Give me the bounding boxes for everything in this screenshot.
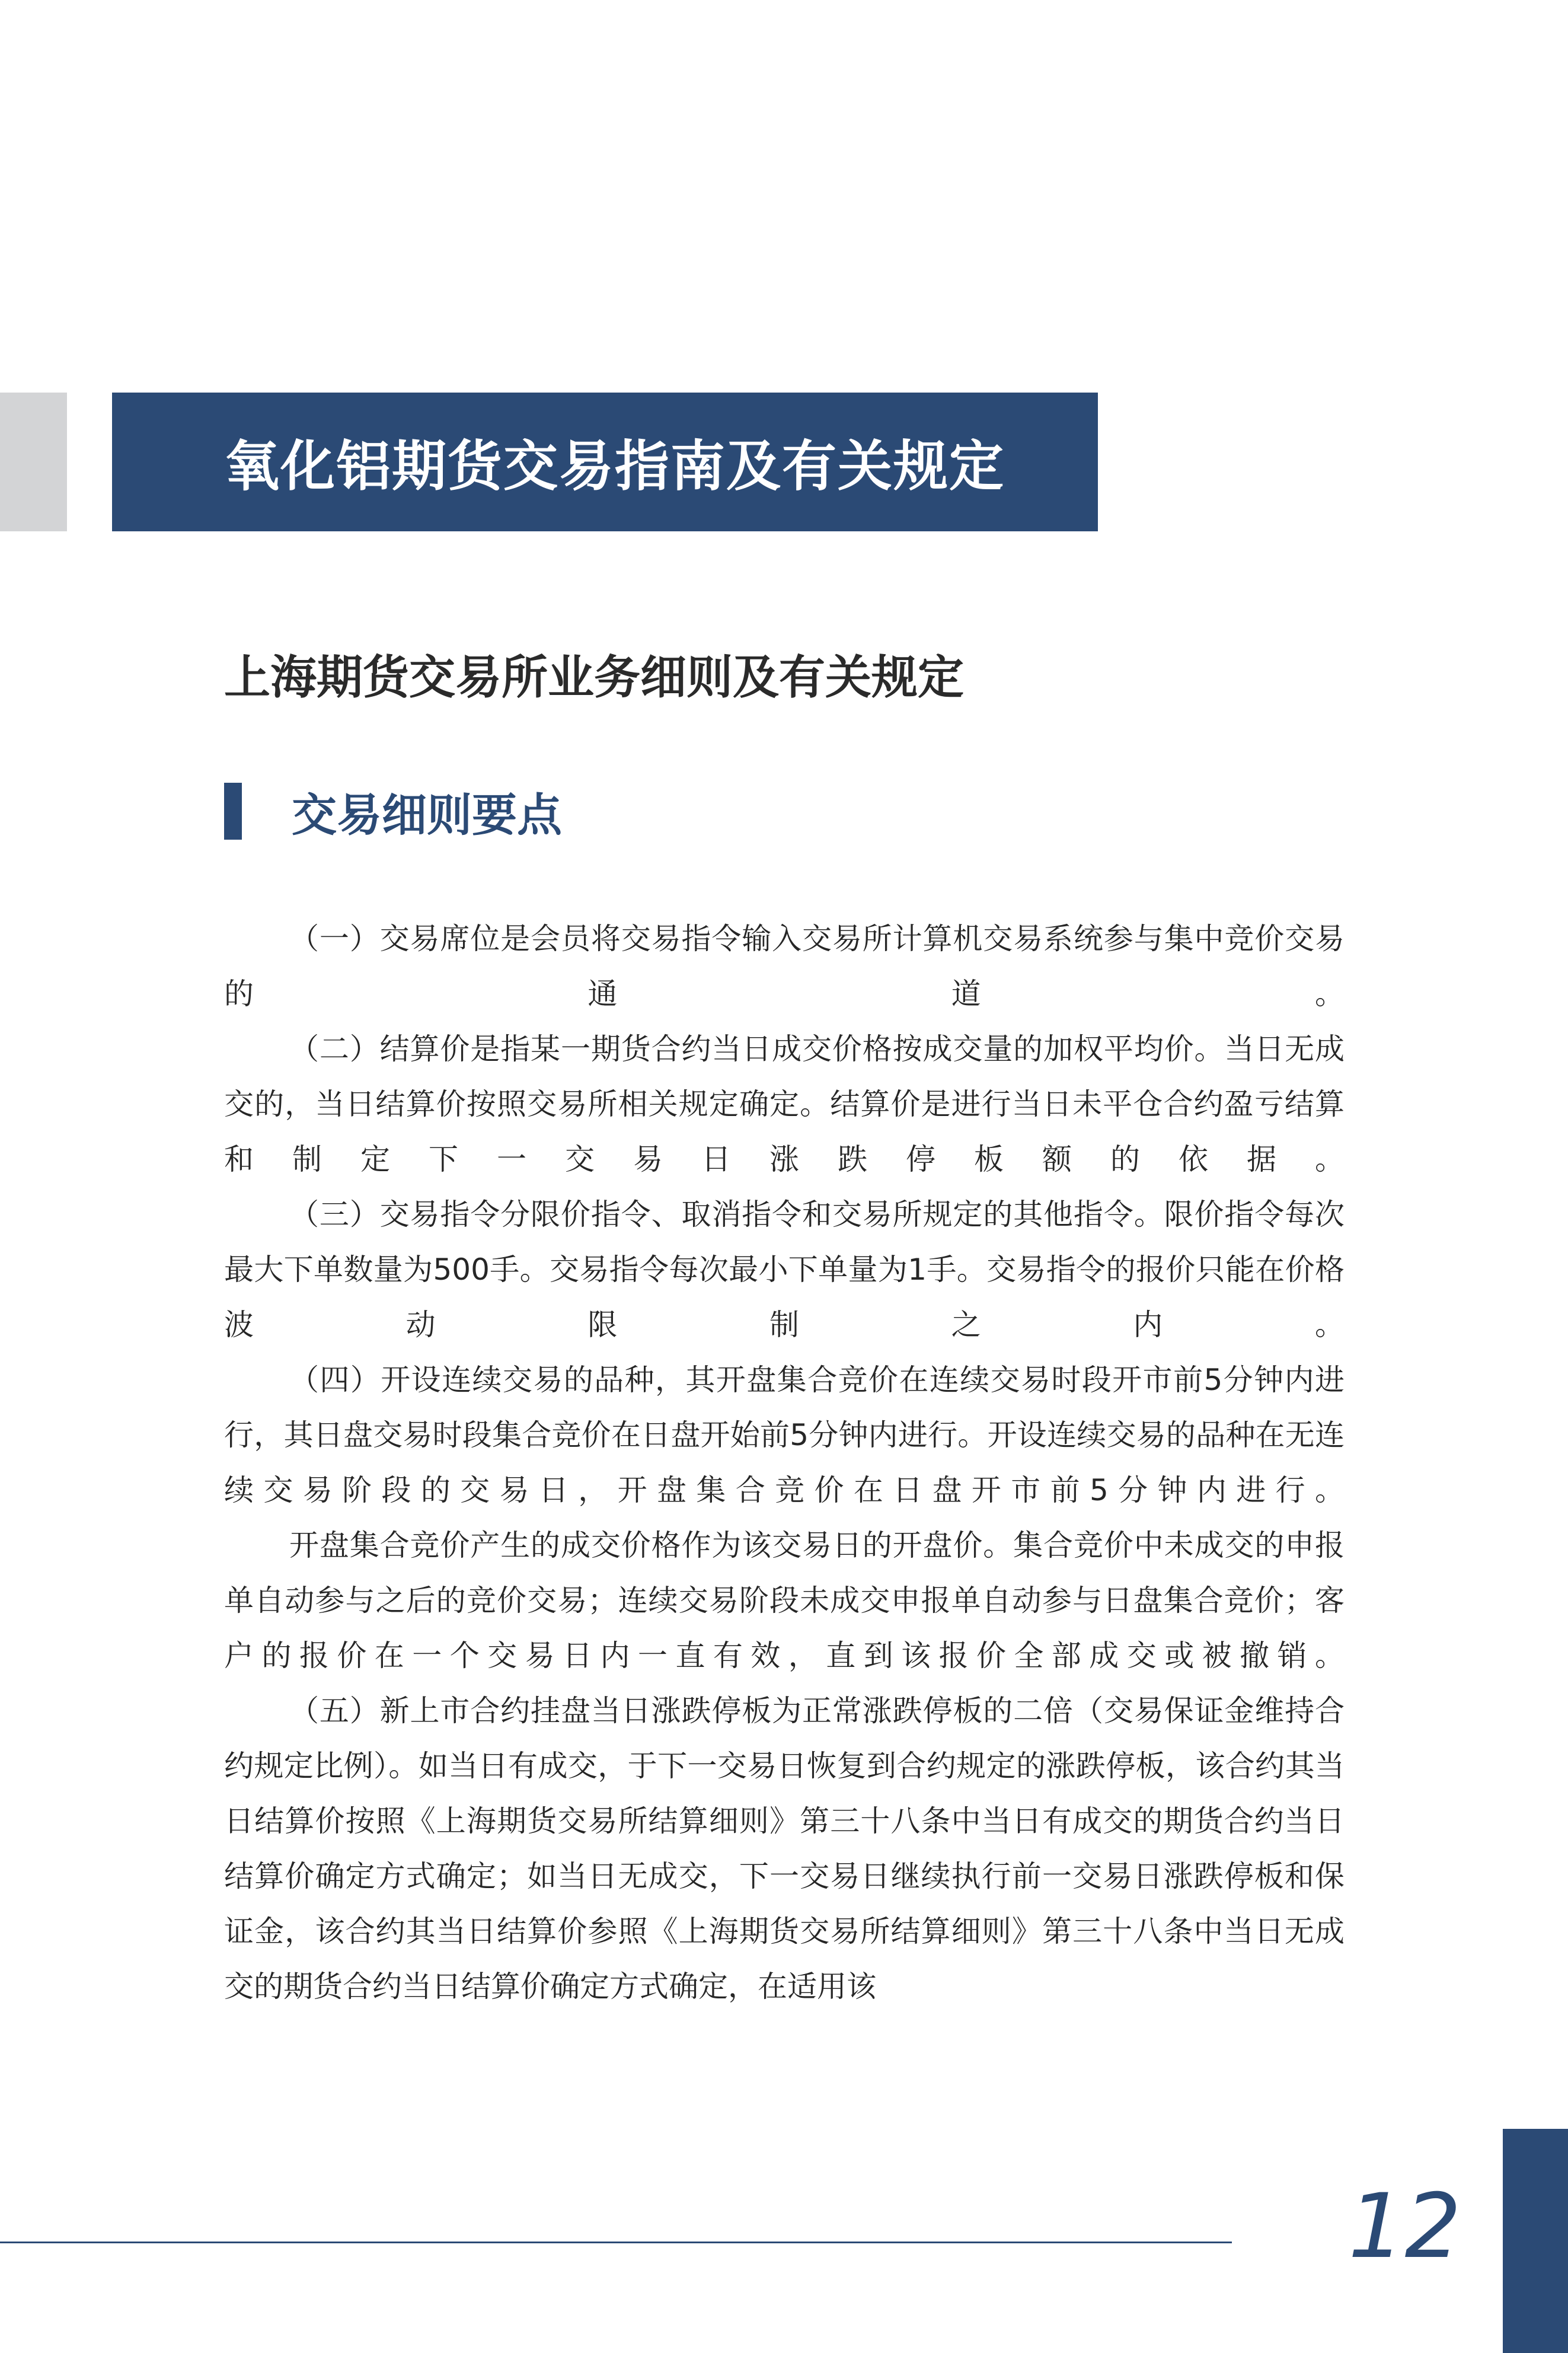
document-subtitle: 上海期货交易所业务细则及有关规定 [224, 651, 965, 704]
paragraph-1: （一）交易席位是会员将交易指令输入交易所计算机交易系统参与集中竞价交易的通道。 [224, 922, 1345, 1011]
page-number: 12 [1348, 2175, 1461, 2278]
side-tab-decoration [0, 393, 67, 531]
footer-rule [0, 2242, 1232, 2243]
paragraph-2: （二）结算价是指某一期货合约当日成交价格按成交量的加权平均价。当日无成交的，当日结算价按照交易所相关规定确定。结算价是进行当日未平仓合约盈亏结算和制定下一交易日涨跌停板额的依据。 [224, 1032, 1345, 1176]
section-marker-bar [224, 783, 242, 840]
paragraph-5: 开盘集合竞价产生的成交价格作为该交易日的开盘价。集合竞价中未成交的申报单自动参与之后的竞价交易；连续交易阶段未成交申报单自动参与日盘集合竞价；客户的报价在一个交易日内一直有效，直到该报价全部成交或被撤销。 [224, 1528, 1345, 1673]
section-heading [224, 783, 562, 840]
paragraph-3: （三）交易指令分限价指令、取消指令和交易所规定的其他指令。限价指令每次最大下单数量为500手。交易指令每次最小下单量为1手。交易指令的报价只能在价格波动限制之内。 [224, 1197, 1345, 1342]
body-text [224, 911, 1345, 2014]
section-heading-text: 交易细则要点 [292, 788, 562, 841]
paragraph-6: （五）新上市合约挂盘当日涨跌停板为正常涨跌停板的二倍（交易保证金维持合约规定比例）。如当日有成交，于下一交易日恢复到合约规定的涨跌停板，该合约其当日结算价按照《上海期货交易所结算细则》第三十八条中当日有成交的期货合约当日结算价确定方式确定；如当日无成交，下一交易日继续执行前一交易日涨跌停板和保证金，该合约其当日结算价参照《上海期货交易所结算细则》第三十八条中当日无成交的期货合约当日结算价确定方式确定，在适用该 [224, 1694, 1345, 2004]
title-banner [112, 393, 1098, 531]
paragraph-4: （四）开设连续交易的品种，其开盘集合竞价在连续交易时段开市前5分钟内进行，其日盘交易时段集合竞价在日盘开始前5分钟内进行。开设连续交易的品种在无连续交易阶段的交易日，开盘集合竞价在日盘开市前5分钟内进行。 [224, 1363, 1345, 1507]
banner-title: 氧化铝期货交易指南及有关规定 [225, 435, 1005, 498]
corner-block-decoration [1503, 2129, 1568, 2353]
